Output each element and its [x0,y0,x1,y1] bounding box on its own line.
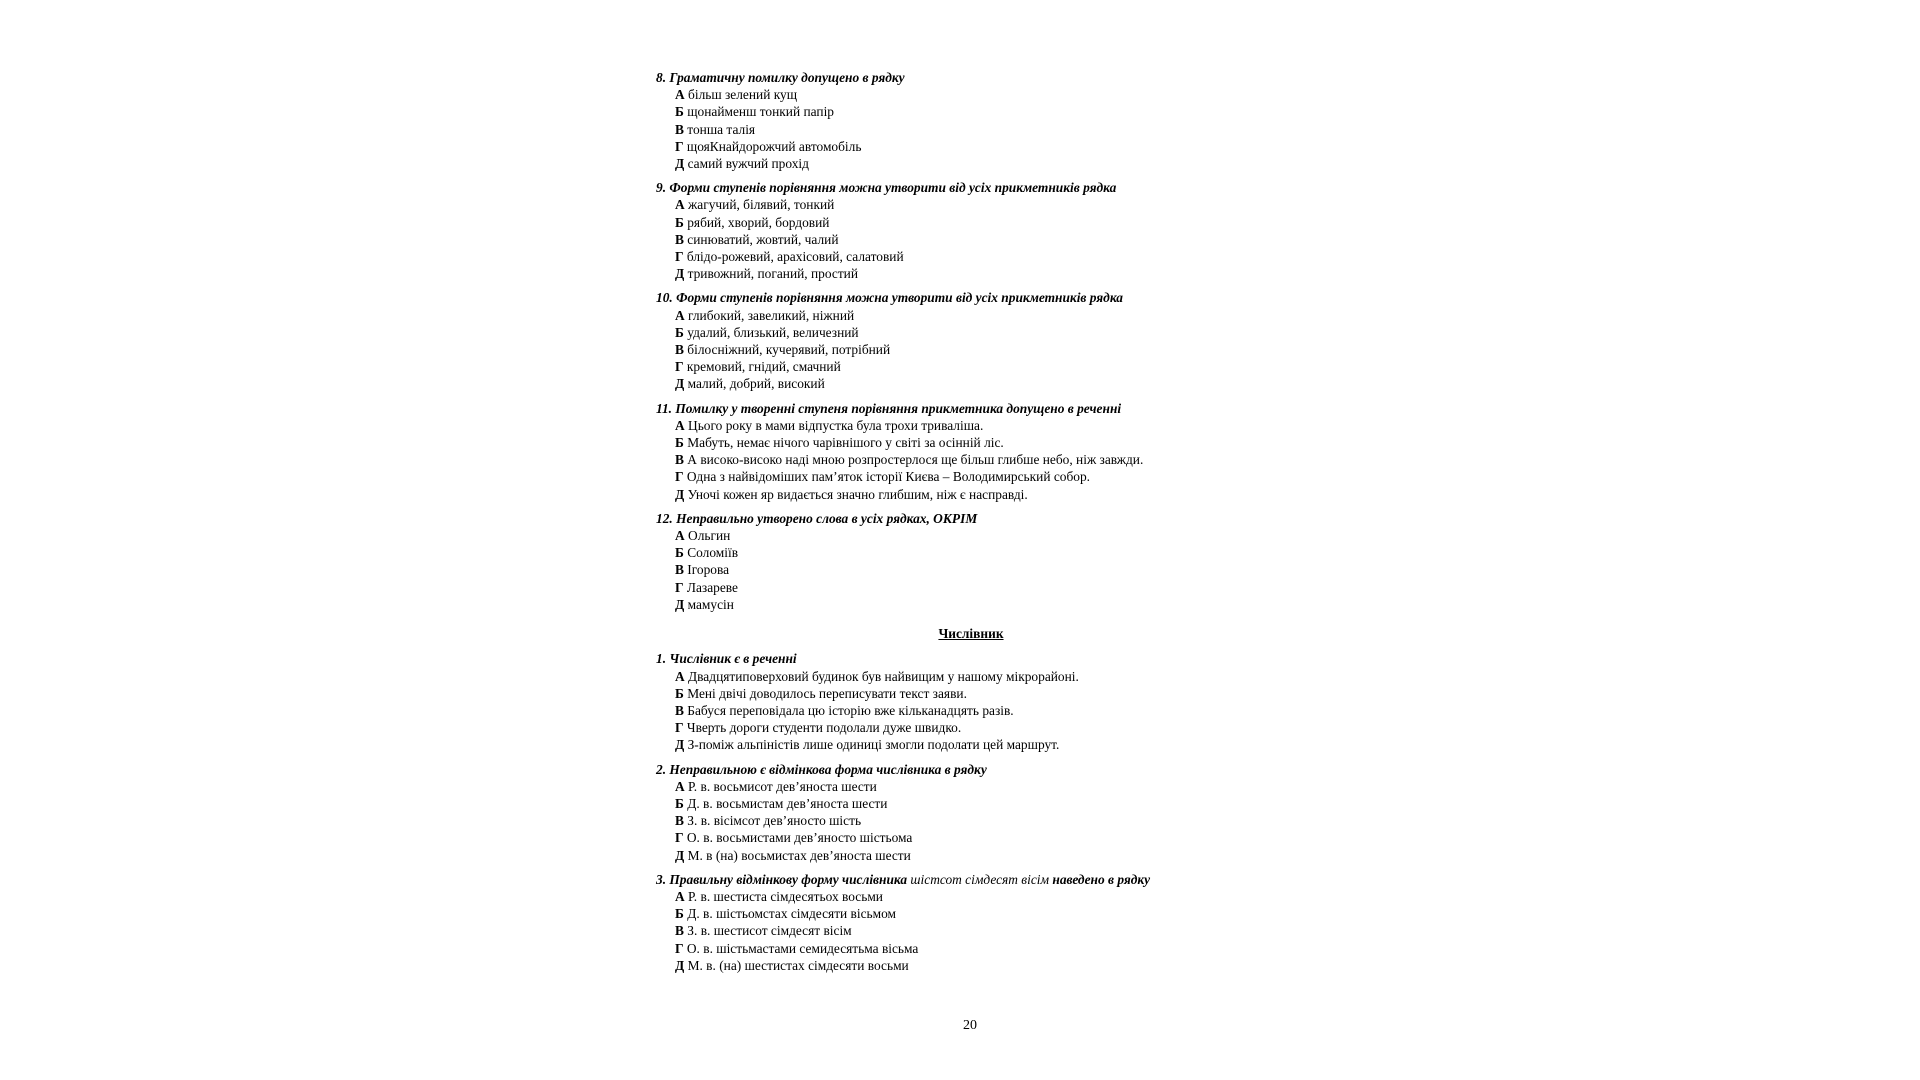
answer-option: Б Мабуть, немає нічого чарівнішого у світі за осінній ліс. [675,435,1004,451]
question-title: 11. Помилку у творенні ступеня порівняння прикметника допущено в реченні [656,400,1122,416]
answer-option: Б удалий, близький, величезний [675,324,859,340]
question-title: 1. Числівник є в реченні [656,651,797,667]
answer-option: Б Д. в. восьмистам дев’яноста шести [675,795,888,811]
answer-option: Б щонайменш тонкий папір [675,104,834,120]
answer-option: Д М. в. (на) шестистах сімдесяти восьми [675,957,909,973]
answer-option: Б Мені двічі доводилось переписувати текст заяви. [675,685,967,701]
answer-option: Г Одна з найвідоміших пам’яток історії Києва – Володимирський собор. [675,469,1091,485]
answer-option: Д З-поміж альпіністів лише одиниці змогли подолати цей маршрут. [675,737,1060,753]
answer-option: Г Лазареве [675,579,738,595]
question-block [656,650,1296,753]
answer-option: А Р. в. восьмисот дев’яноста шести [675,778,877,794]
question-title: 8. Граматичну помилку допущено в рядку [656,70,905,85]
answer-option: В тонша талія [675,121,756,137]
answer-option: А більш зелений кущ [675,87,798,103]
answer-option: Г щояКнайдорожчий автомобіль [675,138,862,154]
answer-option: Б Соломіїв [675,545,739,561]
answer-option: А глибокий, завеликий, ніжний [675,307,855,323]
answer-option: А Двадцятиповерховий будинок був найвищим у нашому мікрорайоні. [675,668,1079,684]
quoted-numeral: шістсот сімдесят вісім [910,871,1050,887]
question-block [656,179,1296,282]
answer-option: В З. в. шестисот сімдесят вісім [675,923,852,939]
answer-option: Д М. в (на) восьмистах дев’яноста шести [675,847,911,863]
answer-option: Д мамусін [675,596,734,612]
question-block [656,69,1296,172]
page-number: 20 [963,1018,977,1033]
answer-option: В А високо-високо наді мною розпростерлося ще більш глибше небо, ніж завжди. [675,452,1144,468]
answer-option: Д тривожний, поганий, простий [675,266,859,282]
answer-option: В Ігорова [675,562,730,578]
question-title: 10. Форми ступенів порівняння можна утворити від усіх прикметників рядка [656,290,1123,306]
answer-option: В Бабуся переповідала цю історію вже кільканадцять разів. [675,702,1014,718]
answer-option: Г блідо-рожевий, арахісовий, салатовий [675,249,904,265]
answer-option: Д самий вужчий прохід [675,156,809,172]
answer-option: А Р. в. шестиста сімдесятьох восьми [675,888,883,904]
answer-option: В З. в. вісімсот дев’яносто шість [675,813,862,829]
answer-option: Г О. в. шістьмастами семидесятьма вісьма [675,940,919,956]
question-block [656,761,1296,864]
section-heading: Числівник [938,626,1004,642]
answer-option: Г О. в. восьмистами дев’яносто шістьома [675,830,913,846]
answer-option: А жагучий, білявий, тонкий [675,197,835,213]
question-block [656,400,1296,503]
answer-option: Г кремовий, гнідий, смачний [675,359,841,375]
question-block [656,871,1296,974]
question-title: 12. Неправильно утворено слова в усіх рядках, ОКРІМ [656,510,978,526]
answer-option: А Цього року в мами відпустка була трохи триваліша. [675,417,984,433]
document-page [656,69,1296,981]
answer-option: Б Д. в. шістьомстах сімдесяти вісьмом [675,906,897,922]
answer-option: В синюватий, жовтий, чалий [675,231,839,247]
answer-option: Б рябий, хворий, бордовий [675,214,830,230]
answer-option: Д малий, добрий, високий [675,376,825,392]
question-title: 2. Неправильною є відмінкова форма числівника в рядку [656,761,987,777]
question-block [656,510,1296,613]
question-block [656,289,1296,392]
question-title: 3. Правильну відмінкову форму числівника шістсот сімдесят вісім наведено в рядку [656,871,1151,887]
answer-option: Д Уночі кожен яр видається значно глибшим, ніж є насправді. [675,486,1028,502]
question-title: 9. Форми ступенів порівняння можна утворити від усіх прикметників рядка [656,180,1117,196]
answer-option: А Ольгин [675,528,731,544]
answer-option: Г Чверть дороги студенти подолали дуже швидко. [675,720,962,736]
answer-option: В білосніжний, кучерявий, потрібний [675,342,891,358]
